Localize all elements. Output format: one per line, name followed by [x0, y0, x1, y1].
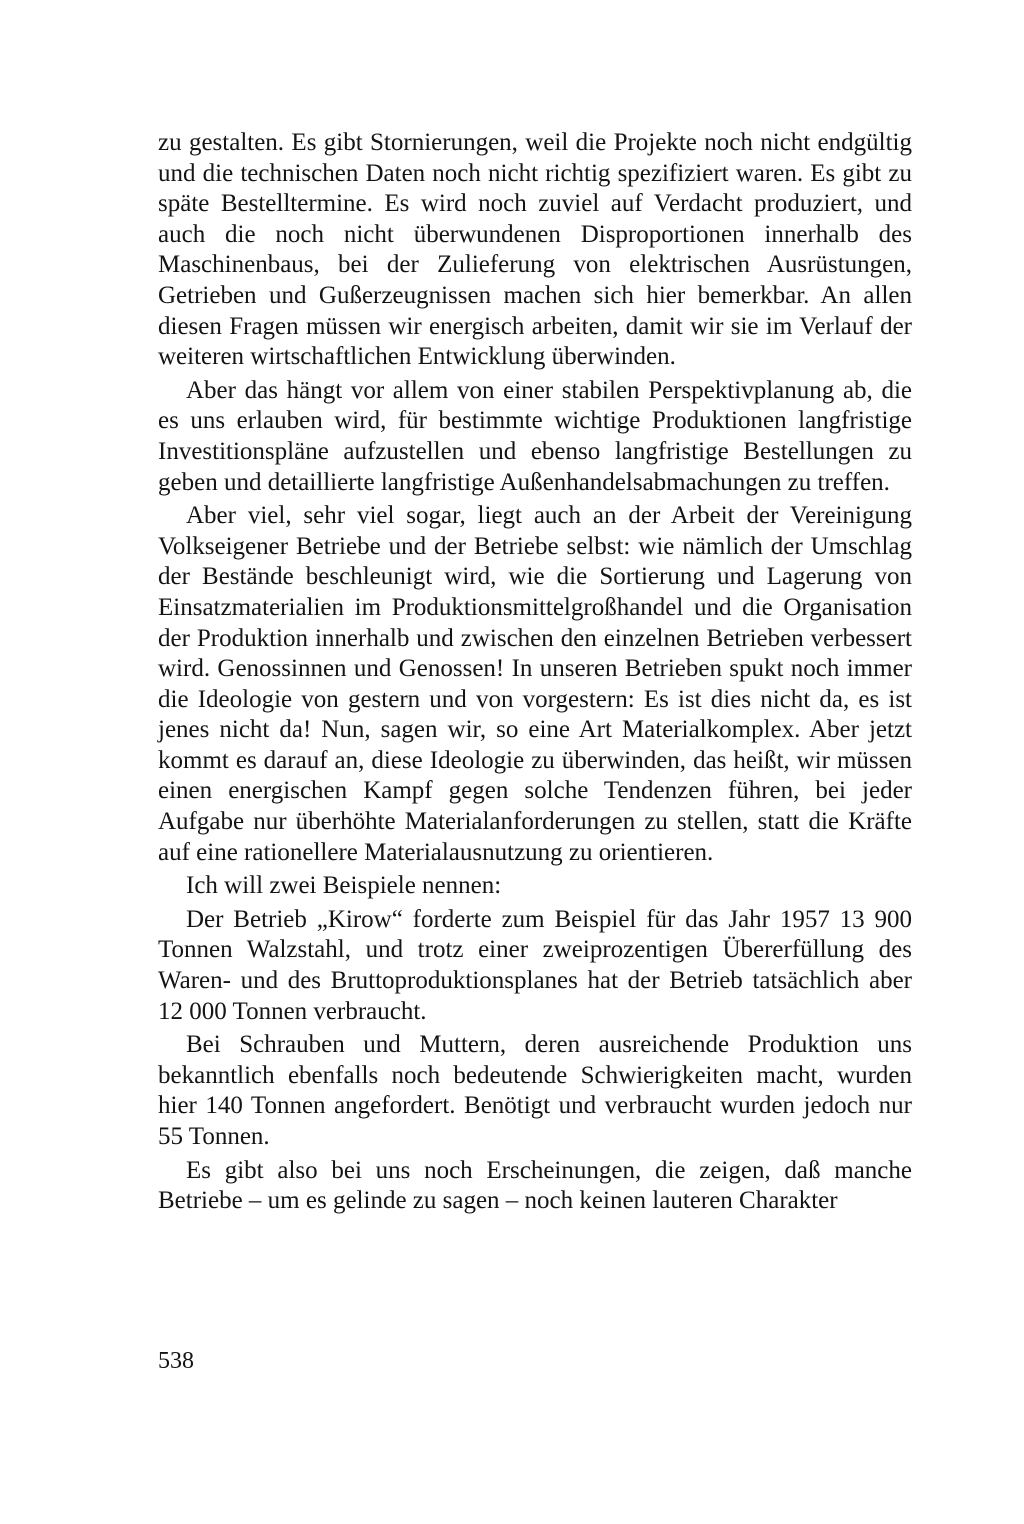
paragraph-5: Der Betrieb „Kirow“ forderte zum Beispiel für das Jahr 1957 13 900 Tonnen Walzstahl, und trotz einer zweiprozentigen Übererfüllung des Waren- und des Bruttoproduktionsplanes hat der Betrieb tatsächlich aber 12 000 Tonnen verbraucht.	[158, 905, 912, 1025]
paragraph-3: Aber viel, sehr viel sogar, liegt auch an der Arbeit der Vereinigung Volkseigener Betriebe und der Betriebe selbst: wie nämlich der Umschlag der Bestände beschleunigt wird, wie die Sortierung und Lagerung von Einsatzmaterialien im Produktionsmittelgroßhandel und die Organisation der Produktion innerhalb und zwischen den einzelnen Betrieben verbessert wird. Genossinnen und Genossen! In unseren Betrieben spukt noch immer die Ideologie von gestern und von vorgestern: Es ist dies nicht da, es ist jenes nicht da! Nun, sagen wir, so eine Art Materialkomplex. Aber jetzt kommt es darauf an, diese Ideologie zu überwinden, das heißt, wir müssen einen energischen Kampf gegen solche Tendenzen führen, bei jeder Aufgabe nur überhöhte Materialanforderungen zu stellen, statt die Kräfte auf eine rationellere Materialausnutzung zu orientieren.	[158, 502, 912, 866]
paragraph-4: Ich will zwei Beispiele nennen:	[186, 872, 502, 900]
paragraph-2: Aber das hängt vor allem von einer stabilen Perspektivplanung ab, die es uns erlauben wird, für bestimmte wichtige Produktionen langfristige Investitionspläne aufzustellen und ebenso langfristige Bestellungen zu geben und detaillierte langfristige Außenhandelsabmachungen zu treffen.	[158, 376, 912, 496]
body-text	[158, 128, 912, 1220]
paragraph-1: zu gestalten. Es gibt Stornierungen, weil die Projekte noch nicht endgültig und die technischen Daten noch nicht richtig spezifiziert waren. Es gibt zu späte Bestelltermine. Es wird noch zuviel auf Verdacht produziert, und auch die noch nicht überwundenen Disproportionen innerhalb des Maschinenbaus, bei der Zulieferung von elektrischen Ausrüstungen, Getrieben und Gußerzeugnissen machen sich hier bemerkbar. An allen diesen Fragen müssen wir energisch arbeiten, damit wir sie im Verlauf der weiteren wirtschaftlichen Entwicklung überwinden.	[158, 129, 912, 371]
paragraph-7: Es gibt also bei uns noch Erscheinungen, die zeigen, daß manche Betriebe – um es gelinde zu sagen – noch keinen lauteren Charakter	[158, 1156, 912, 1215]
page-number: 538	[158, 1348, 194, 1374]
paragraph-6: Bei Schrauben und Muttern, deren ausreichende Produktion uns bekanntlich ebenfalls noch bedeutende Schwierigkeiten macht, wurden hier 140 Tonnen angefordert. Benötigt und verbraucht wurden jedoch nur 55 Tonnen.	[158, 1031, 912, 1150]
